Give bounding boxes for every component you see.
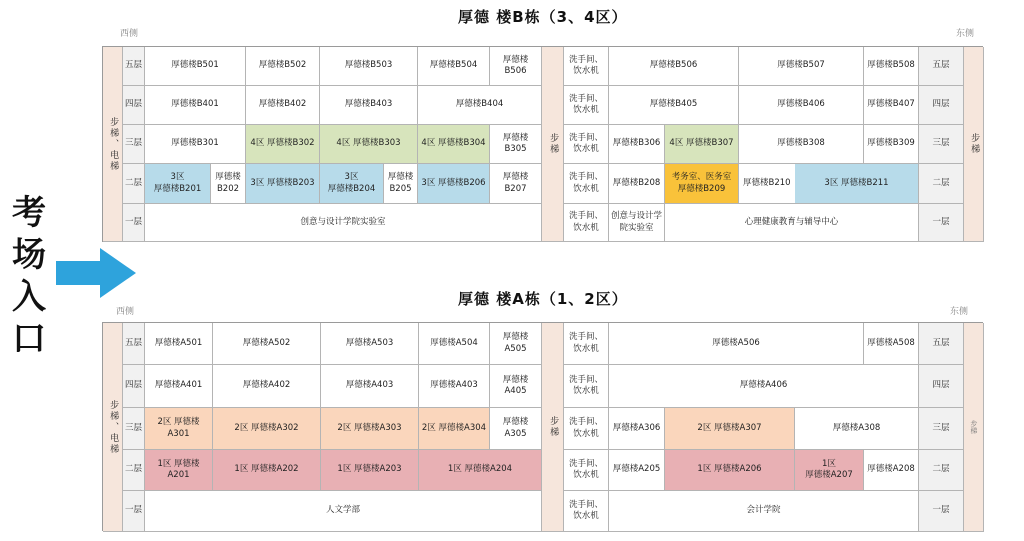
entrance-char-1: 考 xyxy=(12,193,46,233)
building-a-title: 厚德 楼A栋（1、2区） xyxy=(458,290,628,308)
room-humanities: 人文学部 xyxy=(145,491,542,532)
building-a-right-stair-label: 步梯 xyxy=(969,420,978,434)
room-b205-label-b: B205 xyxy=(389,183,412,194)
room-b202-label-b: B202 xyxy=(216,183,240,194)
room-a207 xyxy=(795,450,864,491)
room-b503: 厚德楼B503 xyxy=(320,47,418,86)
room-a506: 厚德楼A506 xyxy=(609,323,864,365)
building-b-title: 厚德 楼B栋（3、4区） xyxy=(458,8,628,26)
room-b304: 4区 厚德楼B304 xyxy=(418,125,490,164)
room-b307: 4区 厚德楼B307 xyxy=(665,125,739,164)
room-b507: 厚德楼B507 xyxy=(739,47,864,86)
room-b201 xyxy=(145,164,211,204)
room-b204-zone: 3区 xyxy=(344,172,359,183)
room-a204: 1区 厚德楼A204 xyxy=(419,450,542,491)
floor-label-b4: 四层 xyxy=(123,86,145,125)
room-b305: 厚德楼B305 xyxy=(490,125,542,164)
room-b502: 厚德楼B502 xyxy=(246,47,320,86)
room-b506: 厚德楼B506 xyxy=(609,47,739,86)
room-b201-label: 厚德楼B201 xyxy=(153,183,202,194)
room-b210: 厚德楼B210 xyxy=(739,164,864,204)
room-b203: 3区 厚德楼B203 xyxy=(246,164,320,204)
room-a208: 厚德楼A208 xyxy=(864,450,919,491)
room-b209 xyxy=(665,164,739,204)
room-a305: 厚德楼A305 xyxy=(490,408,542,450)
room-a504: 厚德楼A504 xyxy=(419,323,490,365)
washroom-a3: 洗手间、饮水机 xyxy=(564,408,609,450)
room-a306: 厚德楼A306 xyxy=(609,408,665,450)
washroom-b1: 洗手间、饮水机 xyxy=(564,204,609,242)
room-b303: 4区 厚德楼B303 xyxy=(320,125,418,164)
building-a-right-stair xyxy=(964,323,984,532)
room-b405: 厚德楼B405 xyxy=(609,86,739,125)
room-b401: 厚德楼B401 xyxy=(145,86,246,125)
washroom-a4: 洗手间、饮水机 xyxy=(564,365,609,408)
room-a508: 厚德楼A508 xyxy=(864,323,919,365)
floor-label-a2-right: 二层 xyxy=(919,450,964,491)
building-b-west-label: 西侧 xyxy=(120,29,139,39)
floor-label-a1-right: 一层 xyxy=(919,491,964,532)
floor-label-b3: 三层 xyxy=(123,125,145,164)
room-b205 xyxy=(384,164,418,204)
entrance-char-2: 场 xyxy=(12,235,46,275)
floor-label-b1-right: 一层 xyxy=(919,204,964,242)
room-a303: 2区 厚德楼A303 xyxy=(321,408,419,450)
room-b308: 厚德楼B308 xyxy=(739,125,864,164)
room-a301: 2区 厚德楼A301 xyxy=(145,408,213,450)
room-a207-label: 厚德楼A207 xyxy=(805,470,853,480)
room-a403: 厚德楼A403 xyxy=(321,365,419,408)
room-b207: 厚德楼B207 xyxy=(490,164,542,204)
entrance-char-3: 入 xyxy=(12,277,46,317)
building-a-floor-plan xyxy=(102,322,983,531)
floor-label-a2: 二层 xyxy=(123,450,145,491)
building-b-left-stair: 步梯、电梯 xyxy=(103,47,123,242)
room-b206: 3区 厚德楼B206 xyxy=(418,164,490,204)
room-accounting: 会计学院 xyxy=(609,491,919,532)
room-b403: 厚德楼B403 xyxy=(320,86,418,125)
room-b404: 厚德楼B404 xyxy=(418,86,542,125)
room-b204-label: 厚德楼B204 xyxy=(327,183,376,194)
room-a402: 厚德楼A402 xyxy=(213,365,321,408)
room-b309: 厚德楼B309 xyxy=(864,125,919,164)
room-a206: 1区 厚德楼A206 xyxy=(665,450,795,491)
room-b306: 厚德楼B306 xyxy=(609,125,665,164)
floor-label-b3-right: 三层 xyxy=(919,125,964,164)
washroom-a2: 洗手间、饮水机 xyxy=(564,450,609,491)
room-b205-label-a: 厚德楼 xyxy=(387,172,414,183)
room-b211: 3区 厚德楼B211 xyxy=(795,164,919,204)
room-a207-zone: 1区 xyxy=(822,458,836,469)
floor-label-a1: 一层 xyxy=(123,491,145,532)
room-psych-center: 心理健康教育与辅导中心 xyxy=(665,204,919,242)
floor-label-a3-right: 三层 xyxy=(919,408,964,450)
room-design-lab-2: 创意与设计学院实验室 xyxy=(609,204,665,242)
washroom-b4: 洗手间、饮水机 xyxy=(564,86,609,125)
room-a202: 1区 厚德楼A202 xyxy=(213,450,321,491)
building-b-right-stair: 步梯 xyxy=(964,47,984,242)
room-b204 xyxy=(320,164,384,204)
room-a405: 厚德楼A405 xyxy=(490,365,542,408)
room-b501: 厚德楼B501 xyxy=(145,47,246,86)
room-a503: 厚德楼A503 xyxy=(321,323,419,365)
room-a403b: 厚德楼A403 xyxy=(419,365,490,408)
floor-label-a4: 四层 xyxy=(123,365,145,408)
washroom-b2: 洗手间、饮水机 xyxy=(564,164,609,204)
room-a406: 厚德楼A406 xyxy=(609,365,919,408)
floor-label-a4-right: 四层 xyxy=(919,365,964,408)
room-a308: 厚德楼A308 xyxy=(795,408,919,450)
room-a304: 2区 厚德楼A304 xyxy=(419,408,490,450)
floor-label-b2: 二层 xyxy=(123,164,145,204)
room-a502: 厚德楼A502 xyxy=(213,323,321,365)
washroom-a5: 洗手间、饮水机 xyxy=(564,323,609,365)
floor-label-b1: 一层 xyxy=(123,204,145,242)
floor-label-a5: 五层 xyxy=(123,323,145,365)
entrance-arrow-icon xyxy=(54,246,138,300)
floor-label-b5: 五层 xyxy=(123,47,145,86)
room-a401: 厚德楼A401 xyxy=(145,365,213,408)
room-b407: 厚德楼B407 xyxy=(864,86,919,125)
room-a501: 厚德楼A501 xyxy=(145,323,213,365)
washroom-b5: 洗手间、饮水机 xyxy=(564,47,609,86)
room-a205: 厚德楼A205 xyxy=(609,450,665,491)
room-b202 xyxy=(211,164,246,204)
room-a505: 厚德楼A505 xyxy=(490,323,542,365)
building-b-mid-stair: 步梯 xyxy=(542,47,564,242)
room-b406: 厚德楼B406 xyxy=(739,86,864,125)
room-a307: 2区 厚德楼A307 xyxy=(665,408,795,450)
floor-label-b5-right: 五层 xyxy=(919,47,964,86)
building-a-east-label: 东侧 xyxy=(950,307,969,317)
room-b504: 厚德楼B504 xyxy=(418,47,490,86)
building-b-east-label: 东侧 xyxy=(956,29,975,39)
room-b302: 4区 厚德楼B302 xyxy=(246,125,320,164)
washroom-b3: 洗手间、饮水机 xyxy=(564,125,609,164)
room-a201: 1区 厚德楼A201 xyxy=(145,450,213,491)
room-b209-label: 厚德楼B209 xyxy=(677,183,726,194)
room-b201-zone: 3区 xyxy=(170,172,185,183)
floor-label-b4-right: 四层 xyxy=(919,86,964,125)
room-a203: 1区 厚德楼A203 xyxy=(321,450,419,491)
floor-label-b2-right: 二层 xyxy=(919,164,964,204)
room-b202-label-a: 厚德楼 xyxy=(215,172,241,183)
building-a-mid-stair: 步梯 xyxy=(542,323,564,532)
washroom-a1: 洗手间、饮水机 xyxy=(564,491,609,532)
room-b301: 厚德楼B301 xyxy=(145,125,246,164)
room-b508: 厚德楼B508 xyxy=(864,47,919,86)
building-b-floor-plan xyxy=(102,46,983,242)
floor-label-a3: 三层 xyxy=(123,408,145,450)
room-a302: 2区 厚德楼A302 xyxy=(213,408,321,450)
building-a-west-label: 西侧 xyxy=(116,307,135,317)
room-b208: 厚德楼B208 xyxy=(609,164,665,204)
room-b402: 厚德楼B402 xyxy=(246,86,320,125)
floor-label-a5-right: 五层 xyxy=(919,323,964,365)
room-b209-function: 考务室、医务室 xyxy=(671,172,732,183)
building-a-left-stair: 步梯、电梯 xyxy=(103,323,123,532)
room-design-lab: 创意与设计学院实验室 xyxy=(145,204,542,242)
entrance-char-4: 口 xyxy=(12,319,46,359)
room-b505: 厚德楼B506 xyxy=(490,47,542,86)
